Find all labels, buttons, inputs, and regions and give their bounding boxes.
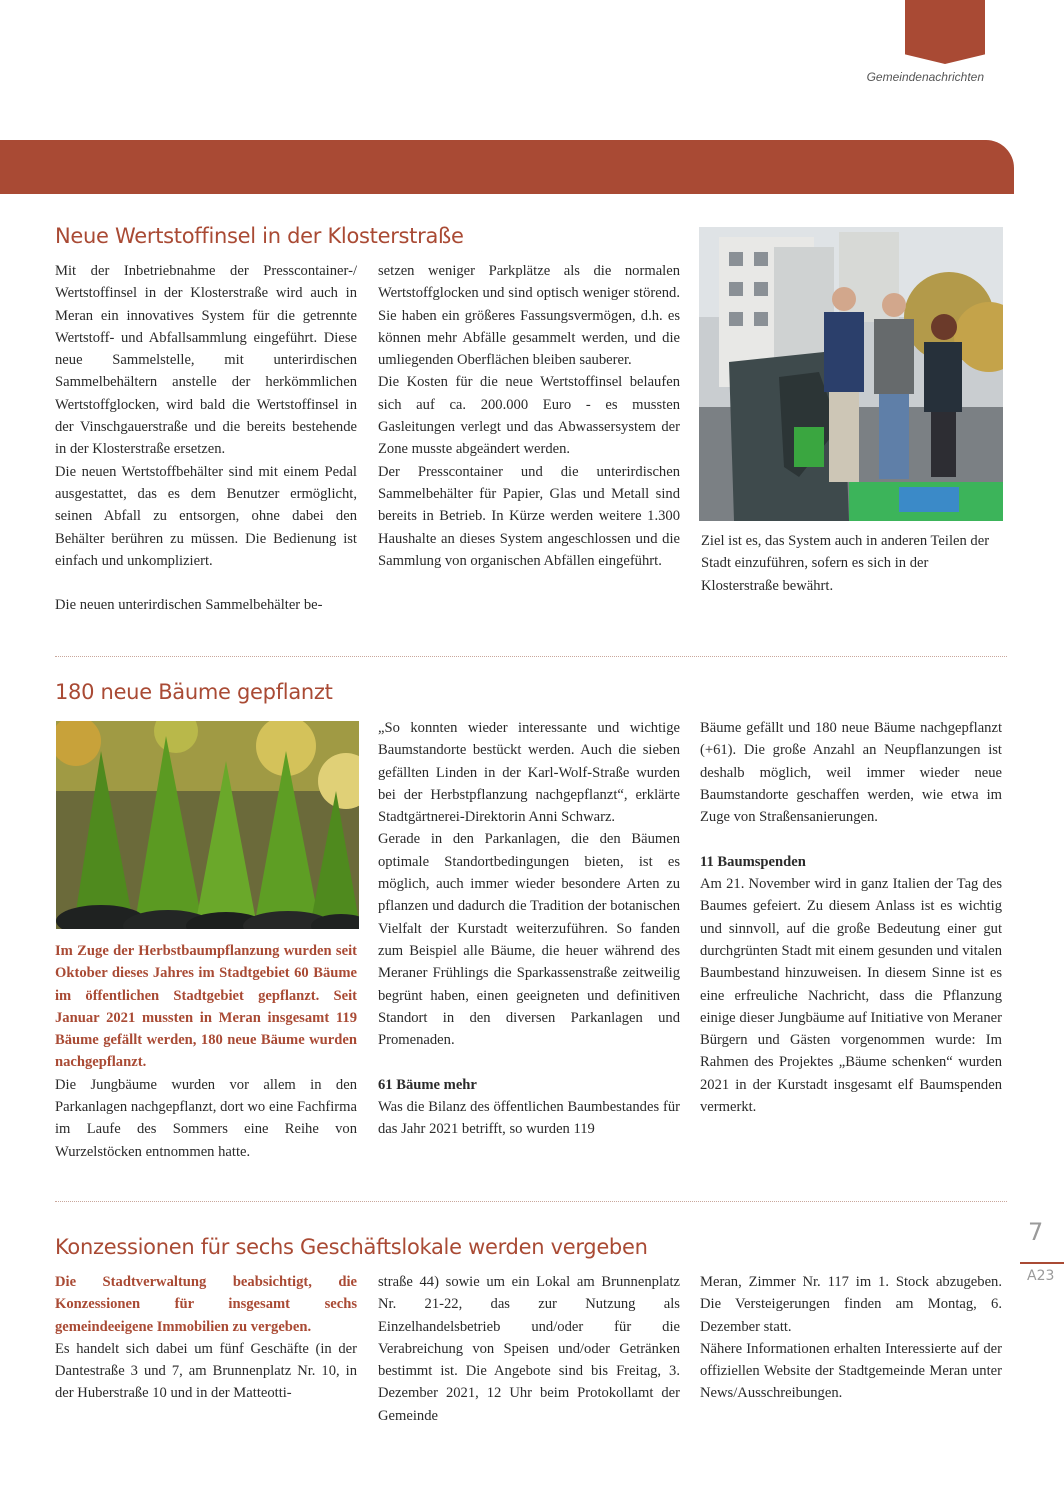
article1-column-2 — [378, 260, 680, 572]
page-number: 7 — [1028, 1218, 1044, 1246]
article2-subheading: 11 Baumspenden — [700, 853, 806, 870]
article2-paragraph: Die Jungbäume wurden vor allem in den Parkanlagen nachgepflanzt, dort wo eine Fachfirma im Laufe des Sommers eine Reihe von Wurzelstöcken entnommen hatte. — [55, 1076, 357, 1160]
article3-column-2 — [378, 1271, 680, 1427]
article2-subheading: 61 Bäume mehr — [378, 1076, 477, 1093]
article-title-wertstoffinsel: Neue Wertstoffinsel in der Klosterstraße — [55, 224, 464, 248]
header-tab-marker — [905, 0, 985, 64]
photo-young-trees — [56, 721, 359, 929]
article3-column-3 — [700, 1271, 1002, 1405]
article2-column-2 — [378, 717, 680, 1141]
article3-paragraph: Es handelt sich dabei um fünf Geschäfte (in der Dantestraße 3 und 7, am Brunnenplatz Nr. 10, in der Huberstraße 10 und in der Matteotti- — [55, 1340, 357, 1402]
article2-lead: Im Zuge der Herbstbaumpflanzung wurden seit Oktober dieses Jahres im Stadtgebiet 60 Bäume im öffentlichen Stadtgebiet gepflanzt. Seit Januar 2021 mussten in Meran insgesamt 119 Bäume gefällt werden, 180 neue Bäume wurden nachgepflanzt. — [55, 943, 357, 1071]
article2-paragraph: Am 21. November wird in ganz Italien der Tag des Baumes gefeiert. Zu diesem Anlass ist es wichtig und sinnvoll, auf die große Bedeutung einer gut durchgrünten Stadt mit einem gesunden und vitalen Baumbestand hinzuweisen. In diesem Sinne ist es eine erfreuliche Nachricht, dass die Pflanzung einige dieser Jungbäume auf Initiative von Meraner Bürgern und Gästen vorgenommen wurde: Im Rahmen des Projektes „Bäume schenken“ wurden 2021 in der Kurstadt insgesamt elf Baumspenden vermerkt. — [700, 876, 1002, 1116]
article1-paragraph: Die neuen unterirdischen Sammelbehälter be- — [55, 597, 323, 614]
article-title-baeume: 180 neue Bäume gepflanzt — [55, 680, 333, 704]
section-label: Gemeindenachrichten — [866, 70, 984, 84]
article2-paragraph: Was die Bilanz des öffentlichen Baumbestandes für das Jahr 2021 betrifft, so wurden 119 — [378, 1099, 680, 1138]
section-divider — [55, 656, 1007, 657]
article1-paragraph: Die neuen Wertstoffbehälter sind mit einem Pedal ausgestattet, das es dem Benutzer ermöglicht, seinen Abfall zu entsorgen, ohne dabei den Behälter berühren zu müssen. Die Bedienung ist einfach und unkompliziert. — [55, 463, 357, 569]
photo-caption-wertstoffinsel: Ziel ist es, das System auch in anderen Teilen der Stadt einzuführen, sofern es sich in der Klosterstraße bewährt. — [701, 533, 990, 594]
article2-paragraph: „So konnten wieder interessante und wichtige Baumstandorte bestückt werden. Auch die sieben gefällten Linden in der Karl-Wolf-Straße wurden bei der Herbstpflanzung nachgepflanzt“, erklärte Stadtgärtnerei-Direktorin Anni Schwarz. — [378, 720, 680, 826]
article1-column-1 — [55, 260, 357, 617]
photo-wertstoffinsel — [699, 227, 1003, 521]
header-band — [0, 140, 1014, 194]
article3-column-1 — [55, 1271, 357, 1405]
page-code: A23 — [1027, 1268, 1055, 1284]
article1-paragraph: Mit der Inbetriebnahme der Presscontainer-/ Wertstoffinsel in der Klosterstraße wird auch in Meran ein innovatives System für die getrennte Wertstoff- und Abfallsammlung eingeführt. Diese neue Sammelstelle, mit unterirdischen Sammelbehältern anstelle der herkömmlichen Wertstoffglocken, wird bald die Wertstoffinsel in der Vinschgauerstraße und die bereits bestehende in der Klosterstraße ersetzen. — [55, 263, 357, 458]
page-number-rule — [1020, 1262, 1064, 1264]
article3-paragraph: Nähere Informationen erhalten Interessierte auf der offiziellen Website der Stadtgemeinde Meran unter News/Ausschreibungen. — [700, 1340, 1002, 1402]
article3-lead: Die Stadtverwaltung beabsichtigt, die Konzessionen für insgesamt sechs gemeindeeigene Immobilien zu vergeben. — [55, 1274, 357, 1335]
article1-paragraph: Die Kosten für die neue Wertstoffinsel belaufen sich auf ca. 200.000 Euro - es mussten Gasleitungen verlegt und das Abwassersystem der Zone musste abgeändert werden. — [378, 374, 680, 458]
article2-column-3 — [700, 717, 1002, 1118]
section-divider — [55, 1201, 1007, 1202]
article1-paragraph: Der Presscontainer und die unterirdischen Sammelbehälter für Papier, Glas und Metall sind bereits in Betrieb. In Kürze werden weitere 1.300 Haushalte an dieses System angeschlossen und die Sammlung von organischen Abfällen eingeführt. — [378, 463, 680, 569]
article2-paragraph: Gerade in den Parkanlagen, die den Bäumen optimale Standortbedingungen bieten, ist es möglich, auch immer wieder besondere Arten zu pflanzen und dadurch die Tradition der botanischen Vielfalt der Kurstadt weiterzuführen. So fanden zum Beispiel alle Bäume, die heuer während des Meraner Frühlings die Sparkassenstraße zeitweilig begrünt haben, einen geeigneten und definitiven Standort in den diversen Parkanlagen und Promenaden. — [378, 831, 680, 1049]
article3-paragraph: Meran, Zimmer Nr. 117 im 1. Stock abzugeben. Die Versteigerungen finden am Montag, 6. Dezember statt. — [700, 1274, 1002, 1335]
article2-paragraph: Bäume gefällt und 180 neue Bäume nachgepflanzt (+61). Die große Anzahl an Neupflanzungen ist deshalb möglich, weil immer wieder neue Baumstandorte geschaffen werden, wie etwa im Zuge von Straßensanierungen. — [700, 720, 1002, 826]
article1-paragraph: setzen weniger Parkplätze als die normalen Wertstoffglocken und sind optisch weniger störend. Sie haben ein größeres Fassungsvermögen, d.h. es können mehr Abfälle gesammelt werden, und die umliegenden Oberflächen bleiben sauberer. — [378, 263, 680, 369]
article2-column-1 — [55, 940, 357, 1163]
article3-paragraph: straße 44) sowie um ein Lokal am Brunnenplatz Nr. 21-22, das zur Nutzung als Einzelhandelsbetrieb und/oder für die Verabreichung von Speisen und/oder Getränken bestimmt ist. Die Angebote sind bis Freitag, 3. Dezember 2021, 12 Uhr beim Protokollamt der Gemeinde — [378, 1274, 680, 1424]
article-title-konzessionen: Konzessionen für sechs Geschäftslokale werden vergeben — [55, 1235, 648, 1259]
